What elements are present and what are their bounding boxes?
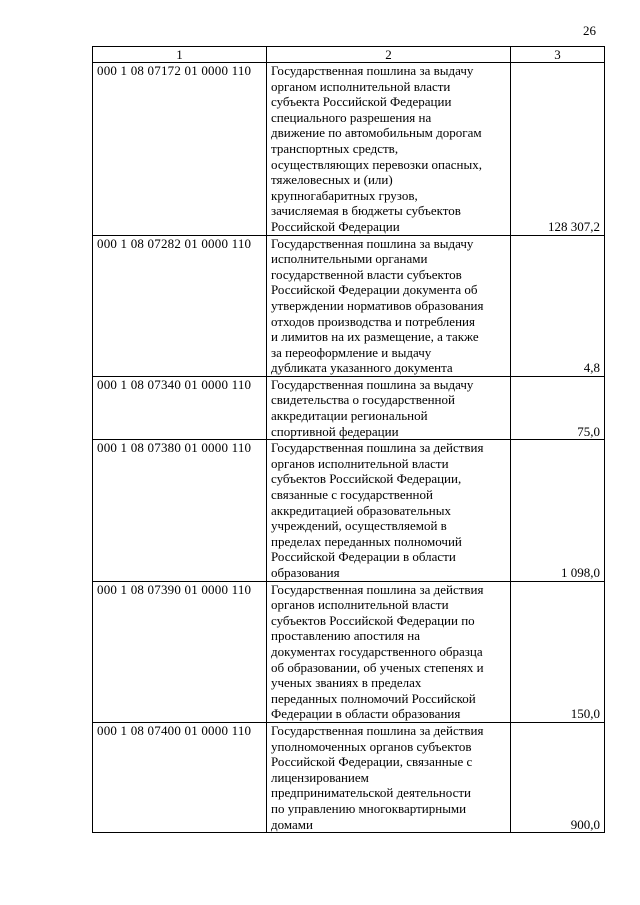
header-col-3: 3	[511, 47, 605, 63]
header-col-2: 2	[267, 47, 511, 63]
header-row	[93, 47, 605, 63]
description-cell: Государственная пошлина за выдачу свидетельства о государственной аккредитации региональной спортивной федерации	[267, 376, 511, 439]
table-row	[93, 722, 605, 832]
budget-code-cell: 000 1 08 07390 01 0000 110	[93, 581, 267, 722]
table-row	[93, 376, 605, 439]
budget-code-cell: 000 1 08 07172 01 0000 110	[93, 63, 267, 236]
description-cell: Государственная пошлина за действия органов исполнительной власти субъектов Российской Федерации, связанные с государственной аккредитацией образовательных учреждений, осуществляемой в пределах переданных полномочий Российской Федерации в области образования	[267, 440, 511, 581]
budget-code-cell: 000 1 08 07380 01 0000 110	[93, 440, 267, 581]
budget-code-cell: 000 1 08 07400 01 0000 110	[93, 722, 267, 832]
table-row	[93, 63, 605, 236]
table-row	[93, 581, 605, 722]
description-cell: Государственная пошлина за выдачу органом исполнительной власти субъекта Российской Федерации специального разрешения на движение по автомобильным дорогам транспортных средств, осуществляющих перевозки опасных, тяжеловесных и (или) крупногабаритных грузов, зачисляемая в бюджеты субъектов Российской Федерации	[267, 63, 511, 236]
amount-cell: 900,0	[511, 722, 605, 832]
page-number: 26	[583, 23, 596, 38]
table-row	[93, 235, 605, 376]
amount-cell: 150,0	[511, 581, 605, 722]
header-col-1: 1	[93, 47, 267, 63]
description-cell: Государственная пошлина за выдачу исполнительными органами государственной власти субъектов Российской Федерации документа об утверждении нормативов образования отходов производства и потребления и лимитов на их размещение, а также за переоформление и выдачу дубликата указанного документа	[267, 235, 511, 376]
revenue-table	[92, 46, 605, 833]
table-row	[93, 440, 605, 581]
description-cell: Государственная пошлина за действия органов исполнительной власти субъектов Российской Федерации по проставлению апостиля на документах государственного образца об образовании, об ученых степенях и ученых званиях в пределах переданных полномочий Российской Федерации в области образования	[267, 581, 511, 722]
description-cell: Государственная пошлина за действия уполномоченных органов субъектов Российской Федерации, связанные с лицензированием предпринимательской деятельности по управлению многоквартирными домами	[267, 722, 511, 832]
budget-code-cell: 000 1 08 07340 01 0000 110	[93, 376, 267, 439]
amount-cell: 128 307,2	[511, 63, 605, 236]
amount-cell: 4,8	[511, 235, 605, 376]
amount-cell: 75,0	[511, 376, 605, 439]
budget-code-cell: 000 1 08 07282 01 0000 110	[93, 235, 267, 376]
amount-cell: 1 098,0	[511, 440, 605, 581]
